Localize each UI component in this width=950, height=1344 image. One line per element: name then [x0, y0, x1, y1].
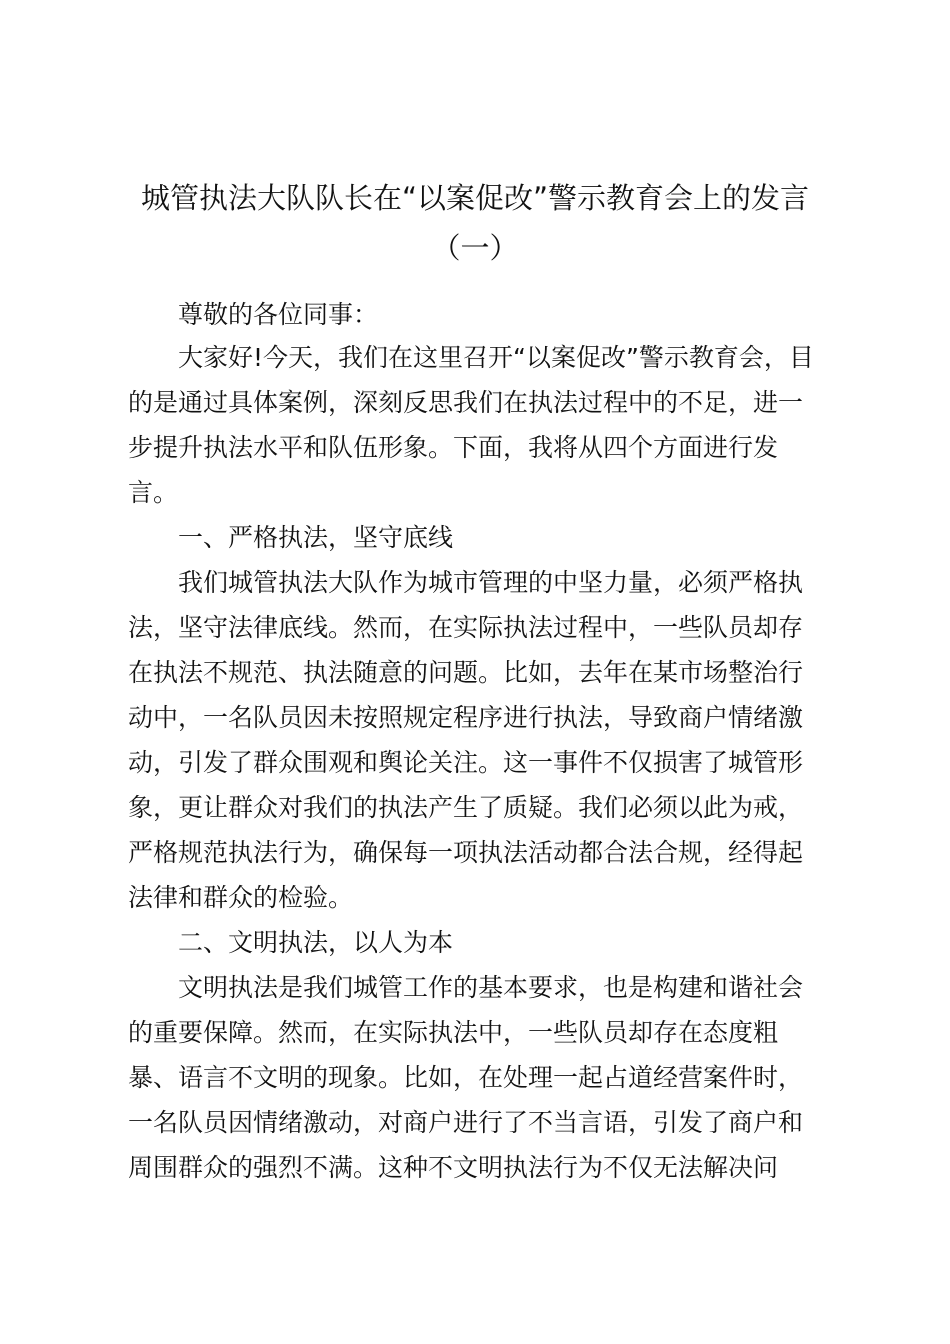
paragraph-line: 法，坚守法律底线。然而，在实际执法过程中，一些队员却存	[128, 613, 804, 642]
paragraph-line: 文明执法是我们城管工作的基本要求，也是构建和谐社会	[178, 973, 804, 1002]
paragraph-line: 步提升执法水平和队伍形象。下面，我将从四个方面进行发	[128, 433, 779, 462]
paragraph-line: 大家好!今天，我们在这里召开“以案促改”警示教育会，目	[178, 343, 814, 372]
document-title: 城管执法大队队长在“以案促改”警示教育会上的发言	[140, 181, 810, 215]
paragraph-line: 一名队员因情绪激动，对商户进行了不当言语，引发了商户和	[128, 1108, 804, 1137]
paragraph-line: 暴、语言不文明的现象。比如，在处理一起占道经营案件时，	[128, 1063, 804, 1092]
paragraph-line: 在执法不规范、执法随意的问题。比如，去年在某市场整治行	[128, 658, 804, 687]
paragraph-line: 动中，一名队员因未按照规定程序进行执法，导致商户情绪激	[128, 703, 804, 732]
document-subtitle: （一）	[431, 231, 519, 265]
paragraph-line: 周围群众的强烈不满。这种不文明执法行为不仅无法解决问	[128, 1153, 779, 1182]
paragraph-line: 法律和群众的检验。	[128, 883, 354, 912]
paragraph-line: 的是通过具体案例，深刻反思我们在执法过程中的不足，进一	[128, 388, 804, 417]
paragraph-line: 严格规范执法行为，确保每一项执法活动都合法合规，经得起	[128, 838, 804, 867]
salutation: 尊敬的各位同事：	[178, 300, 379, 329]
paragraph-line: 言。	[128, 478, 179, 507]
section-heading: 一、严格执法，坚守底线	[178, 523, 454, 552]
section-heading: 二、文明执法，以人为本	[178, 928, 454, 957]
paragraph-line: 象，更让群众对我们的执法产生了质疑。我们必须以此为戒，	[128, 793, 804, 822]
paragraph-line: 动，引发了群众围观和舆论关注。这一事件不仅损害了城管形	[128, 748, 804, 777]
paragraph-line: 的重要保障。然而，在实际执法中，一些队员却存在态度粗	[128, 1018, 779, 1047]
paragraph-line: 我们城管执法大队作为城市管理的中坚力量，必须严格执	[178, 568, 804, 597]
